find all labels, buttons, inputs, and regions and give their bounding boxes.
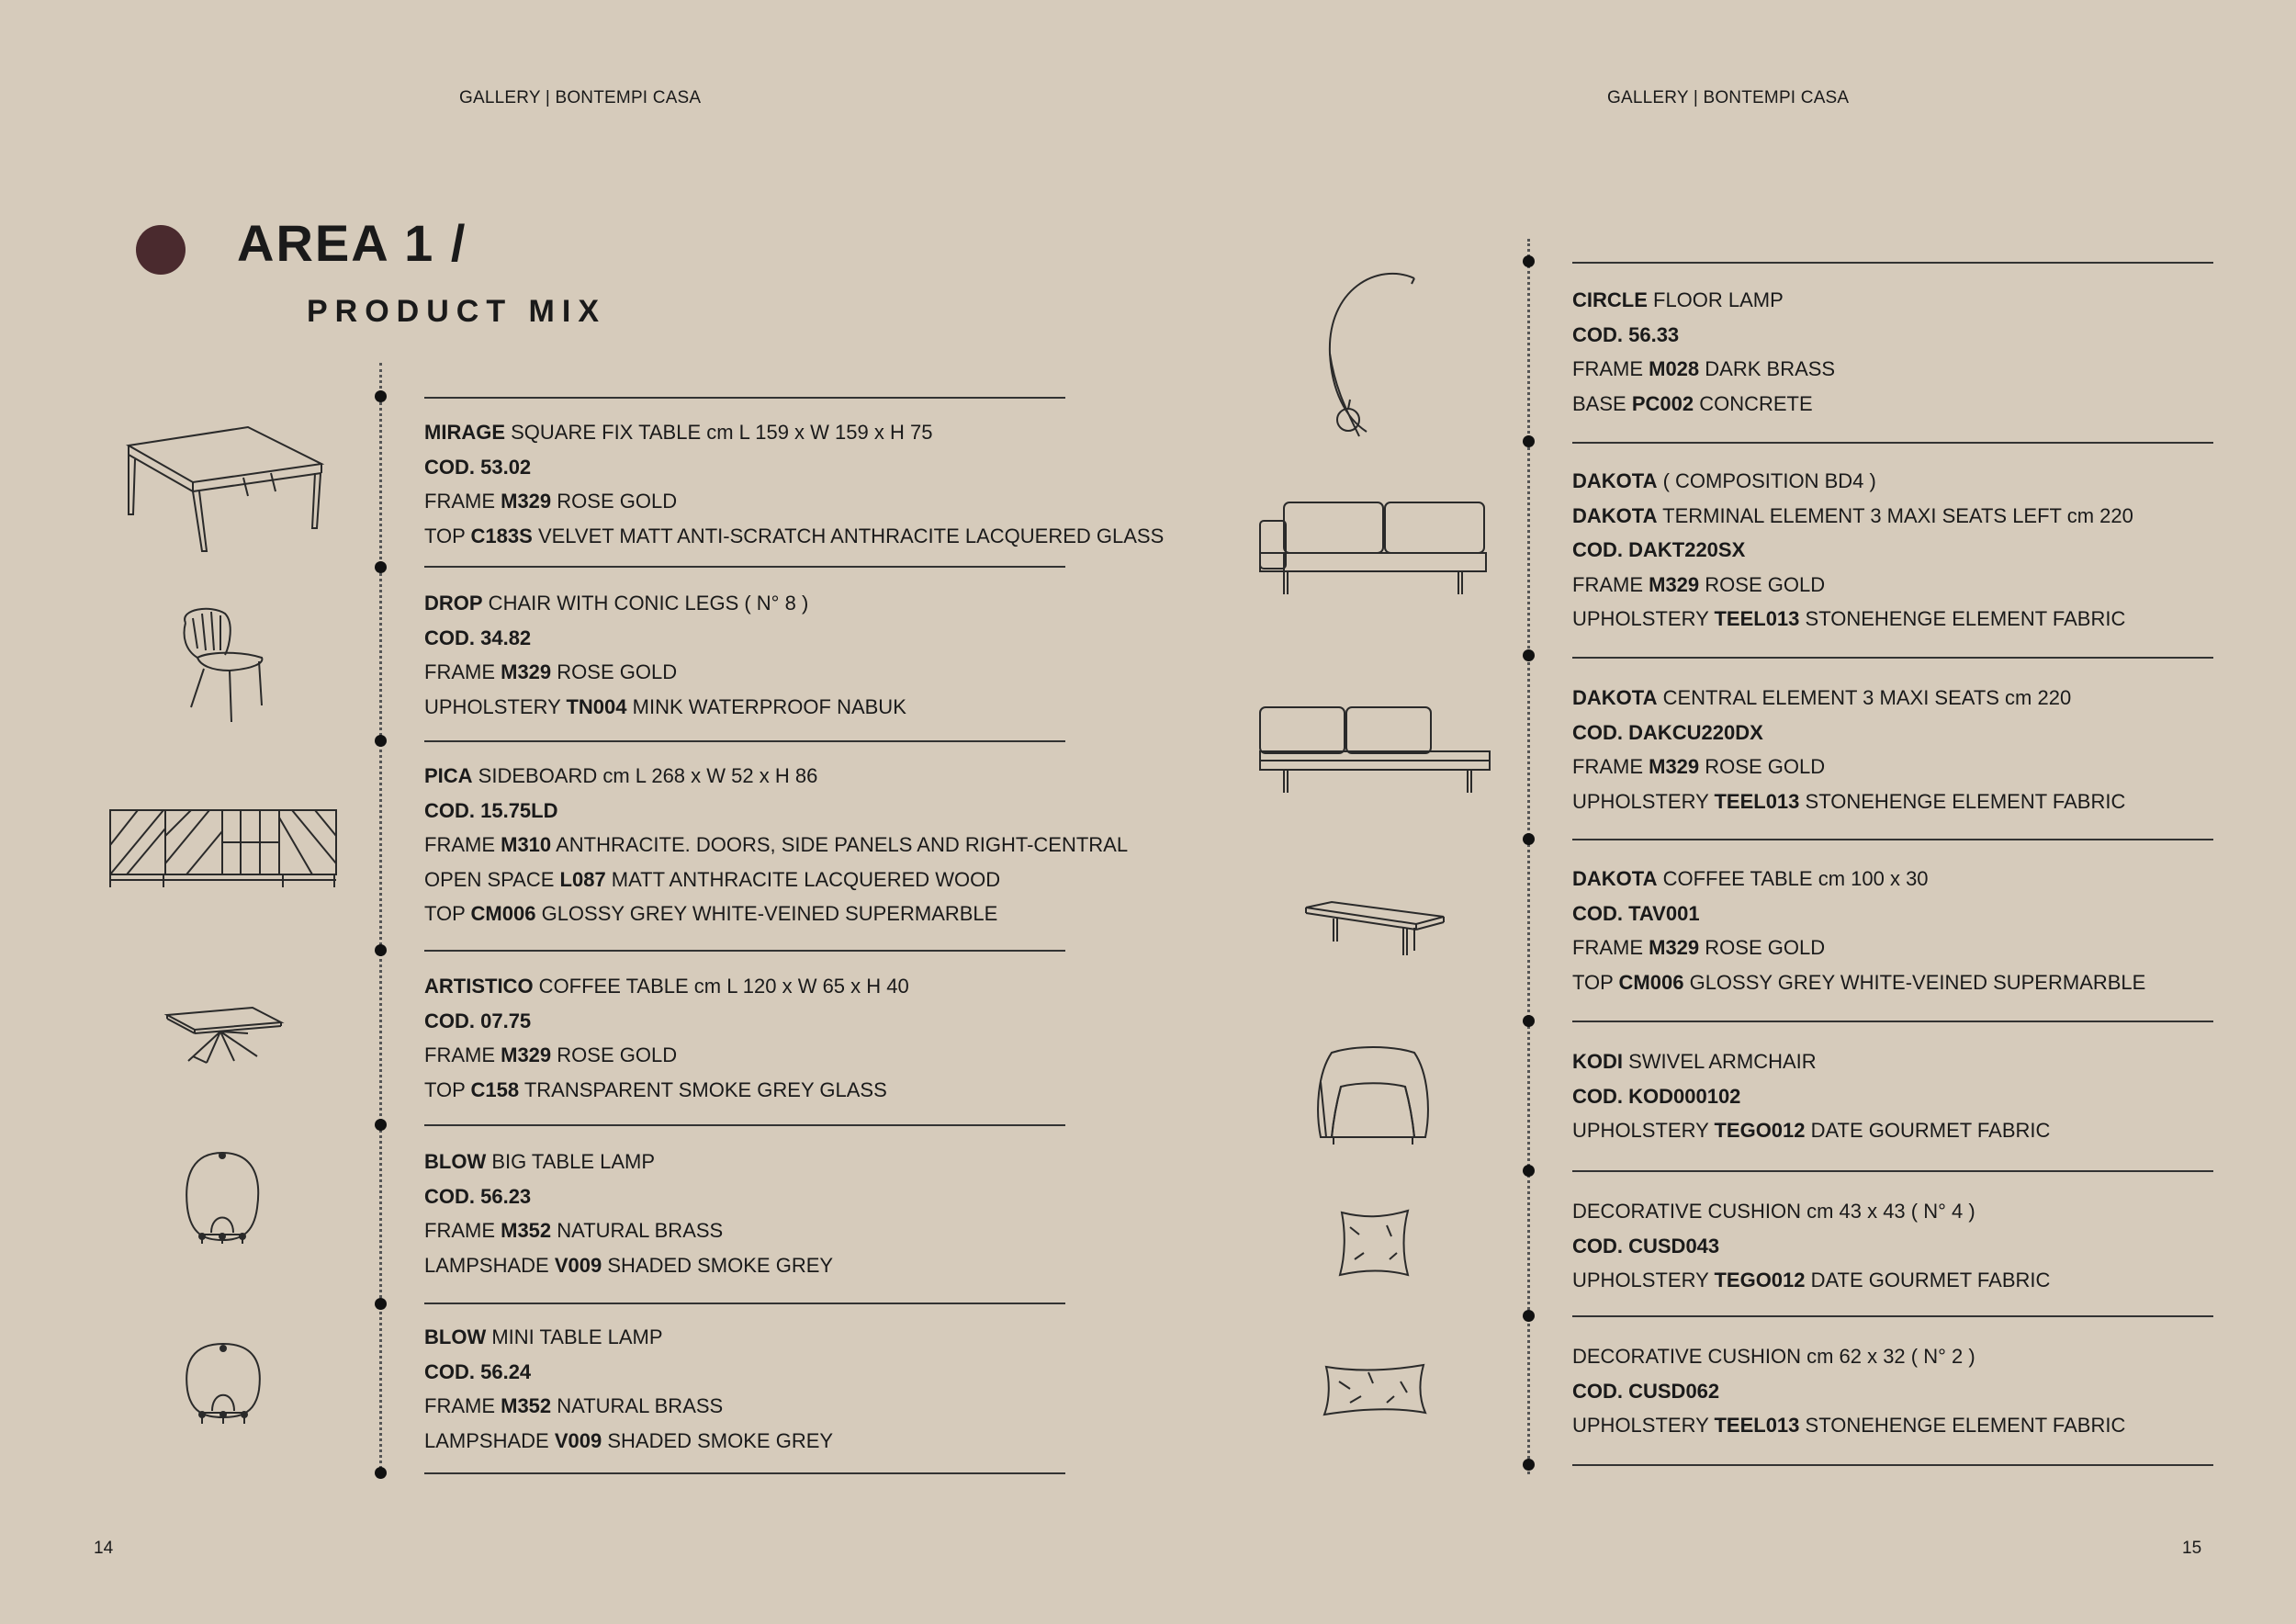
- product-entry: [424, 1320, 833, 1458]
- product-line: COD. 56.33: [1572, 322, 1680, 346]
- product-line: COD. 56.24: [424, 1359, 532, 1383]
- sofa-left-element-icon: [1258, 501, 1488, 597]
- page-number-right: 15: [2182, 1539, 2202, 1558]
- divider: [424, 950, 1065, 952]
- divider: [424, 740, 1065, 742]
- product-line: TOP CM006 GLOSSY GREY WHITE-VEINED SUPERMARBLE: [424, 902, 998, 925]
- product-line: COD. 53.02: [424, 455, 532, 479]
- chair-icon: [174, 604, 276, 724]
- square-cushion-icon: [1336, 1209, 1412, 1279]
- product-line: DAKOTA CENTRAL ELEMENT 3 MAXI SEATS cm 220: [1572, 686, 2072, 709]
- product-line: FRAME M329 ROSE GOLD: [424, 490, 678, 513]
- timeline-dot: [375, 944, 387, 956]
- product-line: OPEN SPACE L087 MATT ANTHRACITE LACQUERED WOOD: [424, 867, 1001, 891]
- timeline-dot: [1523, 1310, 1535, 1322]
- product-line: LAMPSHADE V009 SHADED SMOKE GREY: [424, 1428, 834, 1452]
- product-entry: [424, 586, 906, 724]
- divider: [1572, 442, 2213, 444]
- product-line: DROP CHAIR WITH CONIC LEGS ( N° 8 ): [424, 592, 809, 615]
- product-line: COD. CUSD043: [1572, 1234, 1720, 1257]
- divider: [1572, 657, 2213, 659]
- divider: [1572, 1170, 2213, 1172]
- page-number-left: 14: [94, 1539, 114, 1558]
- product-line: TOP C183S VELVET MATT ANTI-SCRATCH ANTHRACITE LACQUERED GLASS: [424, 524, 1165, 547]
- product-line: UPHOLSTERY TN004 MINK WATERPROOF NABUK: [424, 694, 906, 718]
- product-line: FRAME M329 ROSE GOLD: [424, 1043, 678, 1066]
- product-line: BLOW BIG TABLE LAMP: [424, 1150, 656, 1173]
- product-line: DAKOTA TERMINAL ELEMENT 3 MAXI SEATS LEFT cm 220: [1572, 503, 2133, 527]
- product-line: FRAME M352 NATURAL BRASS: [424, 1394, 724, 1417]
- divider: [1572, 1021, 2213, 1022]
- product-entry: [1572, 1339, 2125, 1443]
- divider: [424, 397, 1065, 399]
- timeline-dot: [1523, 1459, 1535, 1471]
- product-entry: [1572, 464, 2133, 637]
- header-right: GALLERY | BONTEMPI CASA: [1607, 88, 1850, 107]
- divider: [1572, 1315, 2213, 1317]
- product-line: KODI SWIVEL ARMCHAIR: [1572, 1050, 1817, 1073]
- product-line: TOP CM006 GLOSSY GREY WHITE-VEINED SUPERMARBLE: [1572, 970, 2146, 994]
- divider: [1572, 1464, 2213, 1466]
- product-entry: [424, 969, 909, 1107]
- right-timeline: [1527, 239, 1530, 1474]
- product-line: FRAME M329 ROSE GOLD: [1572, 572, 1826, 596]
- product-line: COD. TAV001: [1572, 901, 1700, 925]
- product-line: DECORATIVE CUSHION cm 43 x 43 ( N° 4 ): [1572, 1200, 1975, 1223]
- timeline-dot: [1523, 1165, 1535, 1177]
- dakota-coffee-table-icon: [1304, 900, 1446, 960]
- timeline-dot: [1523, 435, 1535, 447]
- product-line: FRAME M329 ROSE GOLD: [1572, 755, 1826, 778]
- product-line: UPHOLSTERY TEGO012 DATE GOURMET FABRIC: [1572, 1269, 2051, 1291]
- timeline-dot: [1523, 649, 1535, 661]
- rect-cushion-icon: [1322, 1361, 1428, 1418]
- armchair-icon: [1313, 1045, 1433, 1146]
- product-line: BASE PC002 CONCRETE: [1572, 391, 1813, 415]
- timeline-dot: [375, 561, 387, 573]
- product-entry: [1572, 1194, 2050, 1298]
- product-entry: [1572, 283, 1835, 421]
- divider: [424, 1303, 1065, 1304]
- product-line: FRAME M028 DARK BRASS: [1572, 357, 1836, 380]
- product-entry: [1572, 862, 2145, 999]
- timeline-dot: [375, 1119, 387, 1131]
- product-entry: [1572, 681, 2125, 818]
- product-line: PICA SIDEBOARD cm L 268 x W 52 x H 86: [424, 764, 818, 787]
- product-line: COD. DAKCU220DX: [1572, 720, 1763, 744]
- page-subtitle: PRODUCT MIX: [307, 294, 606, 329]
- product-line: FRAME M329 ROSE GOLD: [1572, 936, 1826, 959]
- product-line: COD. DAKT220SX: [1572, 538, 1746, 561]
- product-line: COD. CUSD062: [1572, 1379, 1720, 1403]
- divider: [424, 1472, 1065, 1474]
- product-line: UPHOLSTERY TEEL013 STONEHENGE ELEMENT FABRIC: [1572, 789, 2126, 813]
- product-line: COD. 07.75: [424, 1009, 532, 1032]
- divider: [424, 1124, 1065, 1126]
- product-line: FRAME M329 ROSE GOLD: [424, 660, 678, 683]
- divider: [1572, 262, 2213, 264]
- timeline-dot: [1523, 255, 1535, 267]
- product-entry: [424, 415, 1164, 553]
- product-line: UPHOLSTERY TEGO012 DATE GOURMET FABRIC: [1572, 1119, 2051, 1142]
- product-line: COD. KOD000102: [1572, 1084, 1741, 1108]
- product-line: COD. 15.75LD: [424, 798, 558, 822]
- timeline-dot: [1523, 1015, 1535, 1027]
- product-entry: [1572, 1044, 2050, 1148]
- product-line: TOP C158 TRANSPARENT SMOKE GREY GLASS: [424, 1077, 887, 1101]
- coffee-table-icon: [165, 1006, 285, 1066]
- sideboard-icon: [108, 808, 338, 889]
- product-line: ARTISTICO COFFEE TABLE cm L 120 x W 65 x H 40: [424, 975, 909, 998]
- big-table-lamp-icon: [184, 1148, 262, 1249]
- divider: [1572, 839, 2213, 840]
- sofa-central-element-icon: [1258, 705, 1492, 797]
- product-line: BLOW MINI TABLE LAMP: [424, 1325, 663, 1348]
- timeline-dot: [1523, 833, 1535, 845]
- product-line: COD. 34.82: [424, 626, 532, 649]
- product-line: FRAME M352 NATURAL BRASS: [424, 1219, 724, 1242]
- mini-table-lamp-icon: [182, 1339, 264, 1427]
- timeline-dot: [375, 1467, 387, 1479]
- floor-lamp-icon: [1322, 271, 1424, 441]
- timeline-dot: [375, 1298, 387, 1310]
- product-line: MIRAGE SQUARE FIX TABLE cm L 159 x W 159 x H 75: [424, 421, 933, 444]
- product-line: UPHOLSTERY TEEL013 STONEHENGE ELEMENT FABRIC: [1572, 607, 2126, 630]
- area-color-dot: [136, 225, 186, 275]
- page-title: AREA 1 /: [237, 214, 467, 272]
- table-icon: [124, 423, 326, 556]
- header-left: GALLERY | BONTEMPI CASA: [459, 88, 702, 107]
- product-line: DAKOTA COFFEE TABLE cm 100 x 30: [1572, 867, 1929, 890]
- product-entry: [424, 759, 1128, 931]
- product-entry: [424, 1145, 833, 1282]
- timeline-dot: [375, 735, 387, 747]
- product-line: FRAME M310 ANTHRACITE. DOORS, SIDE PANELS AND RIGHT-CENTRAL: [424, 833, 1129, 856]
- timeline-dot: [375, 390, 387, 402]
- divider: [424, 566, 1065, 568]
- product-line: DECORATIVE CUSHION cm 62 x 32 ( N° 2 ): [1572, 1345, 1975, 1368]
- product-line: DAKOTA ( COMPOSITION BD4 ): [1572, 469, 1876, 492]
- product-line: COD. 56.23: [424, 1184, 532, 1208]
- product-line: LAMPSHADE V009 SHADED SMOKE GREY: [424, 1253, 834, 1277]
- product-line: CIRCLE FLOOR LAMP: [1572, 288, 1784, 311]
- product-line: UPHOLSTERY TEEL013 STONEHENGE ELEMENT FABRIC: [1572, 1414, 2126, 1437]
